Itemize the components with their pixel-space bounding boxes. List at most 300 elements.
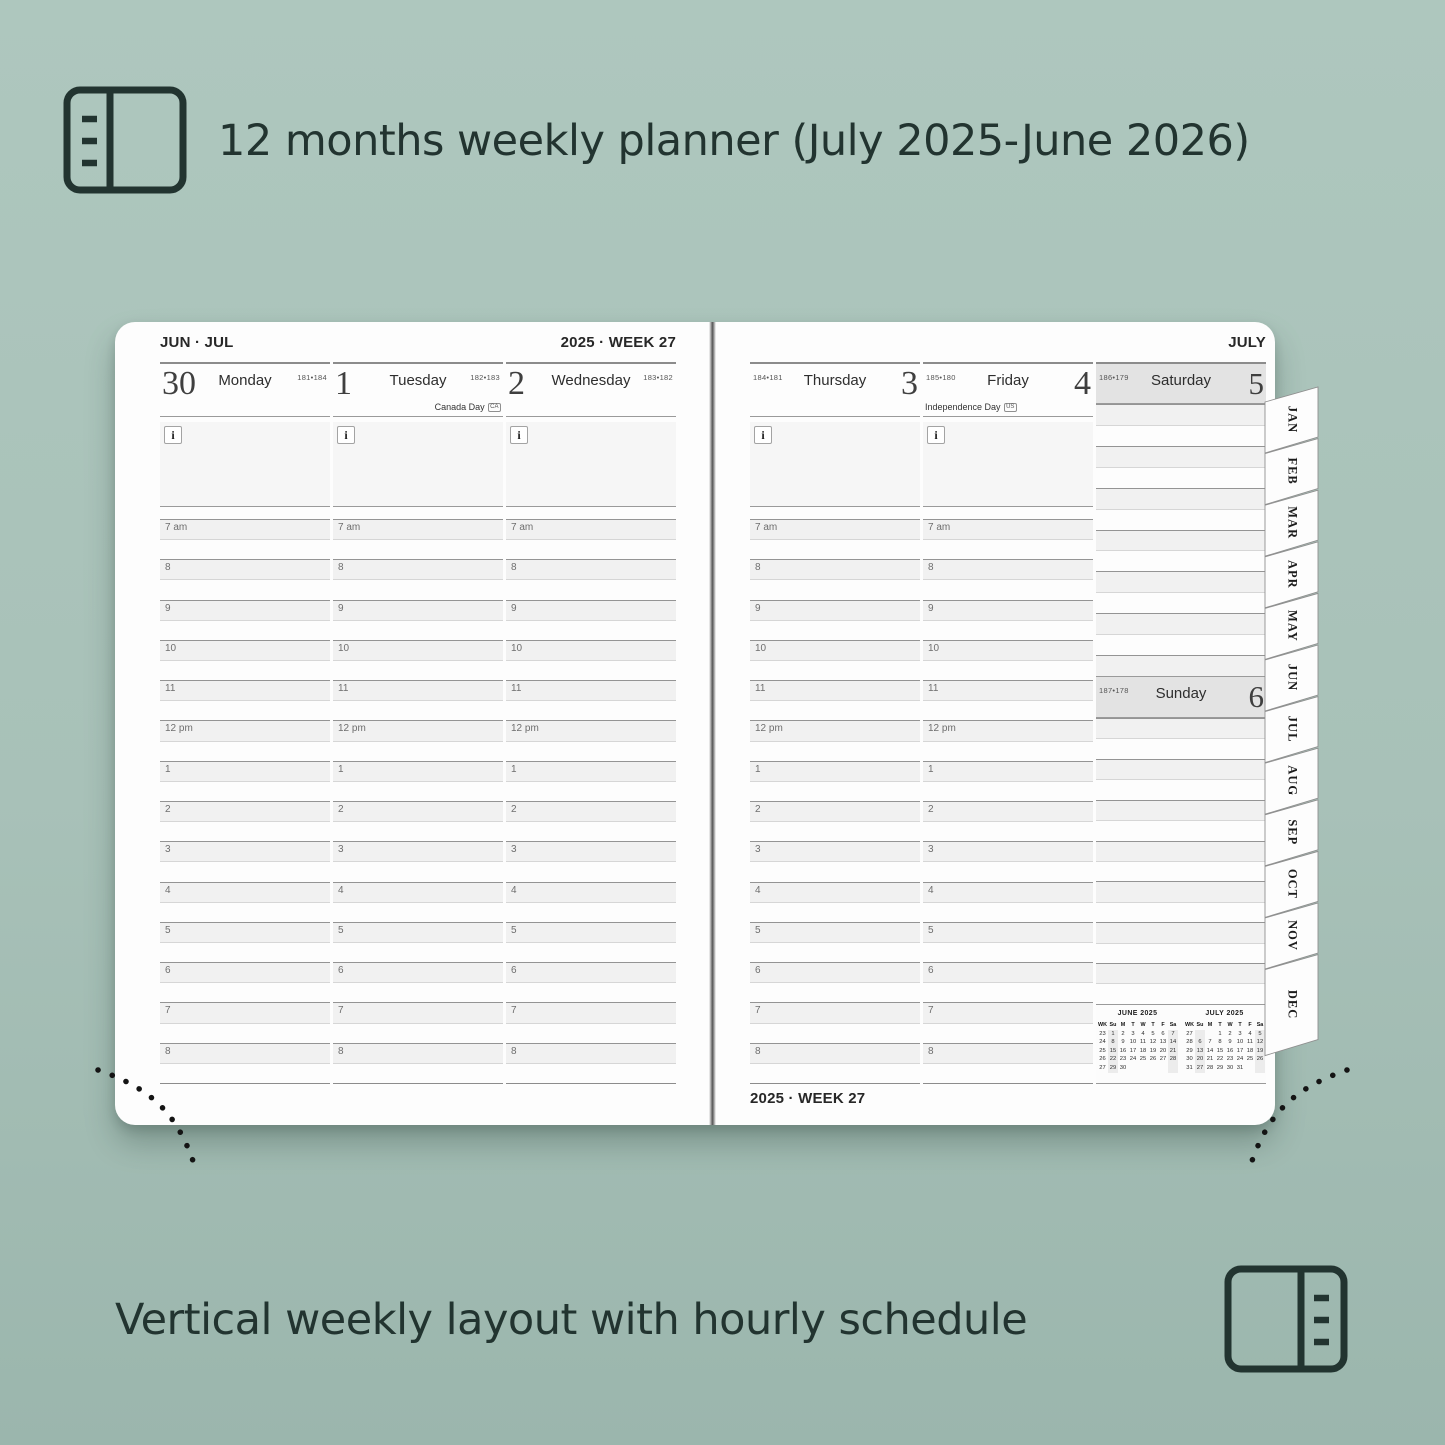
ruled-row — [1096, 983, 1266, 1003]
half-hour-row — [160, 982, 330, 1002]
hour-row — [160, 519, 330, 539]
spacer — [750, 507, 920, 519]
hour-label: 6 — [338, 965, 344, 977]
half-hour-row — [333, 781, 503, 801]
half-hour-row — [160, 1063, 330, 1083]
mini-cal-cell: 6 — [1161, 1030, 1165, 1037]
mini-cal-cell: 1 — [1218, 1030, 1222, 1037]
hour-row — [923, 640, 1093, 660]
mini-cal-cell: 10 — [1236, 1039, 1244, 1046]
notes-area — [750, 422, 920, 507]
mini-cal-cell: 29 — [1186, 1047, 1193, 1054]
hour-label: 2 — [165, 803, 171, 815]
half-hour-row — [750, 942, 920, 962]
mini-cal-cell: 10 — [1129, 1039, 1137, 1046]
hour-row — [506, 882, 676, 902]
hour-label: 3 — [165, 844, 171, 856]
ruled-row — [1096, 613, 1266, 634]
hour-label: 12 pm — [755, 723, 783, 735]
mini-cal-header: W — [1227, 1022, 1233, 1028]
hour-row — [160, 680, 330, 700]
mini-cal-header: T — [1238, 1022, 1242, 1028]
half-hour-row — [923, 741, 1093, 761]
ruled-row — [1096, 509, 1266, 530]
mini-cal-header: Su — [1109, 1022, 1117, 1028]
holiday-row — [750, 402, 920, 417]
mini-cal-cell — [1195, 1030, 1205, 1039]
day-name: Friday — [987, 372, 1029, 389]
hour-row — [923, 962, 1093, 982]
mini-cal-cell: 9 — [1121, 1039, 1125, 1046]
notes-area — [160, 422, 330, 507]
mini-cal-cell: 25 — [1139, 1056, 1147, 1063]
mini-cal-cell: 5 — [1151, 1030, 1155, 1037]
hour-row — [750, 640, 920, 660]
hour-row — [750, 600, 920, 620]
mini-cal-cell: 7 — [1208, 1039, 1212, 1046]
half-hour-row — [750, 982, 920, 1002]
month-tab-label: MAR — [1285, 506, 1300, 540]
hour-row — [923, 519, 1093, 539]
day-of-year: 182•183 — [470, 373, 500, 382]
hour-label: 8 — [338, 1045, 344, 1057]
hour-label: 4 — [338, 884, 344, 896]
day-column-monday — [160, 362, 330, 1084]
hour-row — [923, 801, 1093, 821]
day-number: 1 — [335, 365, 352, 402]
hour-label: 8 — [755, 562, 761, 574]
half-hour-row — [506, 620, 676, 640]
mini-cal-title: JULY 2025 — [1205, 1010, 1244, 1017]
mini-cal-cell — [1255, 1064, 1265, 1073]
week-footer: 2025 · WEEK 27 — [750, 1090, 866, 1107]
hour-row — [750, 720, 920, 740]
hour-label: 6 — [511, 965, 517, 977]
half-hour-row — [750, 579, 920, 599]
hour-label: 12 pm — [165, 723, 193, 735]
banner-bottom — [115, 1252, 1353, 1388]
half-hour-row — [333, 700, 503, 720]
day-header — [750, 362, 920, 402]
half-hour-row — [923, 539, 1093, 559]
hour-row — [506, 600, 676, 620]
hour-grid — [923, 519, 1093, 1084]
half-hour-row — [750, 861, 920, 881]
spacer — [506, 507, 676, 519]
ruled-row — [1096, 592, 1266, 613]
half-hour-row — [333, 620, 503, 640]
day-name: Monday — [218, 372, 272, 389]
hour-row — [160, 841, 330, 861]
mini-cal-header: F — [1248, 1022, 1252, 1028]
holiday-row — [506, 402, 676, 417]
holiday-row — [923, 402, 1093, 417]
mini-cal-cell: 22 — [1216, 1056, 1224, 1063]
hour-label: 5 — [165, 924, 171, 936]
mini-cal-header: T — [1218, 1022, 1222, 1028]
hour-label: 8 — [928, 1045, 934, 1057]
half-hour-row — [506, 741, 676, 761]
mini-cal-header: Sa — [1256, 1022, 1264, 1028]
holiday-row — [333, 402, 503, 417]
hour-row — [333, 720, 503, 740]
hour-row — [506, 640, 676, 660]
ruled-row — [1096, 425, 1266, 446]
mini-cal-cell: 25 — [1246, 1056, 1254, 1063]
ruled-row — [1096, 550, 1266, 571]
day-column-wednesday — [506, 362, 676, 1084]
half-hour-row — [750, 620, 920, 640]
hour-row — [750, 841, 920, 861]
half-hour-row — [923, 700, 1093, 720]
mini-cal-cell: 15 — [1216, 1047, 1224, 1054]
banner-top — [58, 80, 1437, 202]
half-hour-row — [923, 861, 1093, 881]
hour-row — [750, 519, 920, 539]
mini-cal-cell: 26 — [1256, 1056, 1264, 1063]
hour-row — [506, 962, 676, 982]
ruled-row — [1096, 634, 1266, 655]
mini-cal-cell: 29 — [1109, 1064, 1117, 1071]
hour-label: 1 — [165, 763, 171, 775]
hour-label: 7 am — [511, 522, 534, 533]
mini-cal-cell: 23 — [1119, 1056, 1127, 1063]
day-header — [923, 362, 1093, 402]
mini-cal-header: W — [1140, 1022, 1146, 1028]
mini-cal-cell: 2 — [1228, 1030, 1232, 1037]
ruled-row — [1096, 861, 1266, 881]
ruled-row — [1096, 655, 1266, 676]
mini-cal-cell: 11 — [1139, 1039, 1147, 1046]
half-hour-row — [923, 902, 1093, 922]
day-column-friday — [923, 362, 1093, 1084]
hour-row — [506, 559, 676, 579]
mini-cal-cell: 20 — [1159, 1047, 1167, 1054]
hour-label: 7 am — [928, 522, 951, 533]
half-hour-row — [333, 539, 503, 559]
mini-cal-cell: 16 — [1119, 1047, 1127, 1054]
hour-label: 5 — [511, 924, 517, 936]
hour-label: 4 — [928, 884, 934, 896]
hour-row — [333, 1043, 503, 1063]
hour-row — [506, 841, 676, 861]
hour-label: 1 — [511, 763, 517, 775]
mini-cal-cell: 1 — [1108, 1030, 1118, 1039]
mini-cal-header: T — [1131, 1022, 1135, 1028]
hour-label: 4 — [165, 884, 171, 896]
mini-cal-cell: 2 — [1121, 1030, 1125, 1037]
hour-row — [333, 519, 503, 539]
half-hour-row — [923, 781, 1093, 801]
hour-label: 9 — [338, 602, 344, 614]
holiday-label: Independence Day — [925, 402, 1001, 412]
day-number: 2 — [508, 365, 525, 402]
holiday-country-badge: CA — [488, 403, 501, 412]
holiday-label: Canada Day — [434, 402, 485, 412]
day-column-thursday — [750, 362, 920, 1084]
hour-grid — [333, 519, 503, 1084]
mini-cal-cell: 24 — [1129, 1056, 1137, 1063]
mini-cal-header: M — [1207, 1022, 1213, 1028]
notes-area — [333, 422, 503, 507]
notes-area — [506, 422, 676, 507]
mini-cal-cell: 31 — [1236, 1064, 1244, 1071]
mini-cal-header: M — [1120, 1022, 1126, 1028]
day-number: 5 — [1248, 366, 1264, 401]
half-hour-row — [160, 781, 330, 801]
spacer — [160, 507, 330, 519]
day-of-year: 184•181 — [753, 373, 783, 382]
mini-cal-header: F — [1161, 1022, 1165, 1028]
mini-cal-cell: 5 — [1255, 1030, 1265, 1039]
hour-row — [333, 680, 503, 700]
hour-label: 8 — [165, 562, 171, 574]
half-hour-row — [923, 821, 1093, 841]
mini-cal-cell: 29 — [1216, 1064, 1224, 1071]
mini-cal-cell: 18 — [1246, 1047, 1254, 1054]
mini-cal-cell: 23 — [1226, 1056, 1234, 1063]
day-number: 3 — [901, 365, 918, 402]
hour-label: 5 — [928, 924, 934, 936]
hour-row — [333, 600, 503, 620]
hour-row — [506, 801, 676, 821]
day-of-year: 186•179 — [1099, 373, 1129, 382]
half-hour-row — [333, 982, 503, 1002]
mini-cal-cell: 17 — [1129, 1047, 1137, 1054]
saturday-lines — [1096, 404, 1266, 676]
hour-row — [160, 720, 330, 740]
month-range-label: JUN · JUL — [160, 334, 234, 351]
info-icon: i — [754, 426, 772, 444]
hour-label: 7 — [165, 1005, 171, 1017]
mini-cal-cell — [1205, 1030, 1215, 1039]
mini-cal-cell: 31 — [1186, 1064, 1193, 1071]
month-tab-label: APR — [1285, 559, 1300, 589]
hour-row — [923, 680, 1093, 700]
hour-row — [333, 1002, 503, 1022]
mini-cal-cell: 12 — [1256, 1039, 1264, 1046]
hour-label: 12 pm — [511, 723, 539, 735]
hour-label: 8 — [511, 562, 517, 574]
half-hour-row — [333, 902, 503, 922]
hour-row — [506, 680, 676, 700]
half-hour-row — [750, 902, 920, 922]
hour-row — [160, 1043, 330, 1063]
ruled-row — [1096, 404, 1266, 425]
mini-cal-cell: 30 — [1186, 1056, 1193, 1063]
hour-label: 2 — [755, 803, 761, 815]
mini-cal-grid — [1184, 1021, 1265, 1073]
hour-label: 12 pm — [338, 723, 366, 735]
half-hour-row — [333, 1063, 503, 1083]
mini-cal-header: T — [1151, 1022, 1155, 1028]
hour-label: 3 — [928, 844, 934, 856]
month-tab-label: DEC — [1285, 989, 1300, 1020]
mini-cal-cell — [1168, 1064, 1178, 1073]
hour-label: 11 — [511, 683, 522, 695]
week-label-left: 2025 · WEEK 27 — [560, 334, 676, 351]
hour-row — [506, 1002, 676, 1022]
hour-row — [160, 600, 330, 620]
holiday-country-badge: US — [1004, 403, 1017, 412]
day-of-year: 185•180 — [926, 373, 956, 382]
day-number: 30 — [162, 365, 196, 402]
mini-cal-header: Su — [1196, 1022, 1204, 1028]
hour-label: 2 — [511, 803, 517, 815]
hour-row — [506, 720, 676, 740]
ruled-row — [1096, 738, 1266, 758]
hour-label: 3 — [338, 844, 344, 856]
hour-row — [333, 801, 503, 821]
hour-label: 4 — [511, 884, 517, 896]
mini-cal-cell: 18 — [1139, 1047, 1147, 1054]
info-icon: i — [927, 426, 945, 444]
hour-row — [333, 922, 503, 942]
ruled-row — [1096, 530, 1266, 551]
hour-row — [923, 600, 1093, 620]
half-hour-row — [506, 982, 676, 1002]
half-hour-row — [506, 1023, 676, 1043]
ruled-row — [1096, 571, 1266, 592]
hour-label: 2 — [338, 803, 344, 815]
hour-label: 6 — [165, 965, 171, 977]
half-hour-row — [506, 579, 676, 599]
mini-calendar-june — [1097, 1009, 1178, 1081]
hour-row — [923, 1043, 1093, 1063]
half-hour-row — [750, 660, 920, 680]
half-hour-row — [160, 1023, 330, 1043]
hour-label: 6 — [755, 965, 761, 977]
hour-label: 8 — [928, 562, 934, 574]
hour-row — [160, 962, 330, 982]
half-hour-row — [923, 942, 1093, 962]
planner-spread — [115, 322, 1300, 1125]
hour-row — [923, 841, 1093, 861]
hour-row — [506, 761, 676, 781]
hour-label: 10 — [511, 642, 523, 654]
mini-cal-cell: 28 — [1186, 1039, 1193, 1046]
hour-row — [506, 922, 676, 942]
hour-row — [333, 841, 503, 861]
half-hour-row — [750, 821, 920, 841]
hour-row — [506, 1043, 676, 1063]
hour-row — [750, 882, 920, 902]
mini-cal-cell: 30 — [1119, 1064, 1127, 1071]
mini-cal-cell: 21 — [1169, 1047, 1177, 1054]
hour-row — [750, 559, 920, 579]
hour-row — [160, 559, 330, 579]
hour-label: 5 — [338, 924, 344, 936]
hour-row — [923, 761, 1093, 781]
day-name: Thursday — [803, 372, 867, 389]
day-number: 4 — [1074, 365, 1091, 402]
month-tab-label: JUN — [1285, 663, 1300, 692]
half-hour-row — [160, 902, 330, 922]
half-hour-row — [506, 700, 676, 720]
day-header — [160, 362, 330, 402]
mini-cal-cell: 27 — [1159, 1056, 1167, 1063]
hour-label: 5 — [755, 924, 761, 936]
hour-label: 6 — [928, 965, 934, 977]
sunday-header — [1096, 676, 1266, 718]
hour-label: 11 — [928, 683, 939, 695]
half-hour-row — [506, 660, 676, 680]
hour-label: 8 — [511, 1045, 517, 1057]
half-hour-row — [160, 660, 330, 680]
ruled-row — [1096, 922, 1266, 942]
ruled-row — [1096, 841, 1266, 861]
half-hour-row — [160, 700, 330, 720]
hour-row — [750, 680, 920, 700]
mini-calendars — [1096, 1004, 1266, 1084]
hour-label: 1 — [755, 763, 761, 775]
half-hour-row — [506, 539, 676, 559]
month-tab-label: NOV — [1285, 920, 1300, 951]
book-icon — [1219, 1262, 1353, 1378]
month-tab-label: MAY — [1285, 610, 1300, 642]
day-name: Tuesday — [389, 372, 447, 389]
half-hour-row — [750, 1063, 920, 1083]
half-hour-row — [160, 821, 330, 841]
half-hour-row — [750, 539, 920, 559]
mini-cal-cell — [1245, 1064, 1255, 1073]
ruled-row — [1096, 759, 1266, 779]
hour-row — [160, 1002, 330, 1022]
hour-label: 7 — [755, 1005, 761, 1017]
mini-cal-cell: 24 — [1099, 1039, 1106, 1046]
banner-top-title: 12 months weekly planner (July 2025-June 2026) — [218, 116, 1250, 166]
hour-label: 12 pm — [928, 723, 956, 735]
hour-row — [333, 882, 503, 902]
mini-cal-cell: 27 — [1196, 1064, 1204, 1071]
half-hour-row — [333, 660, 503, 680]
half-hour-row — [333, 942, 503, 962]
hour-row — [750, 922, 920, 942]
mini-cal-cell: 14 — [1169, 1039, 1177, 1046]
half-hour-row — [160, 741, 330, 761]
hour-row — [506, 519, 676, 539]
half-hour-row — [160, 539, 330, 559]
mini-cal-cell: 30 — [1226, 1064, 1234, 1071]
hour-label: 10 — [338, 642, 350, 654]
half-hour-row — [333, 579, 503, 599]
hour-label: 1 — [338, 763, 344, 775]
hour-row — [160, 801, 330, 821]
mini-cal-cell: 19 — [1256, 1047, 1264, 1054]
half-hour-row — [506, 902, 676, 922]
half-hour-row — [923, 579, 1093, 599]
hour-label: 4 — [755, 884, 761, 896]
mini-calendar-july — [1184, 1009, 1265, 1081]
mini-cal-cell: 24 — [1236, 1056, 1244, 1063]
half-hour-row — [333, 861, 503, 881]
mini-cal-cell: 7 — [1168, 1030, 1178, 1039]
mini-cal-cell: 6 — [1195, 1038, 1205, 1047]
half-hour-row — [506, 1063, 676, 1083]
day-name: Wednesday — [551, 372, 631, 389]
hour-label: 7 am — [165, 522, 188, 533]
day-header — [333, 362, 503, 402]
day-name: Saturday — [1150, 372, 1212, 389]
mini-cal-grid — [1097, 1021, 1178, 1073]
hour-row — [923, 559, 1093, 579]
mini-cal-cell: 20 — [1196, 1056, 1204, 1063]
mini-cal-cell — [1158, 1064, 1168, 1073]
mini-cal-cell: 28 — [1169, 1056, 1177, 1063]
hour-label: 10 — [165, 642, 177, 654]
hour-label: 7 am — [755, 522, 778, 533]
left-page-header — [160, 334, 676, 351]
